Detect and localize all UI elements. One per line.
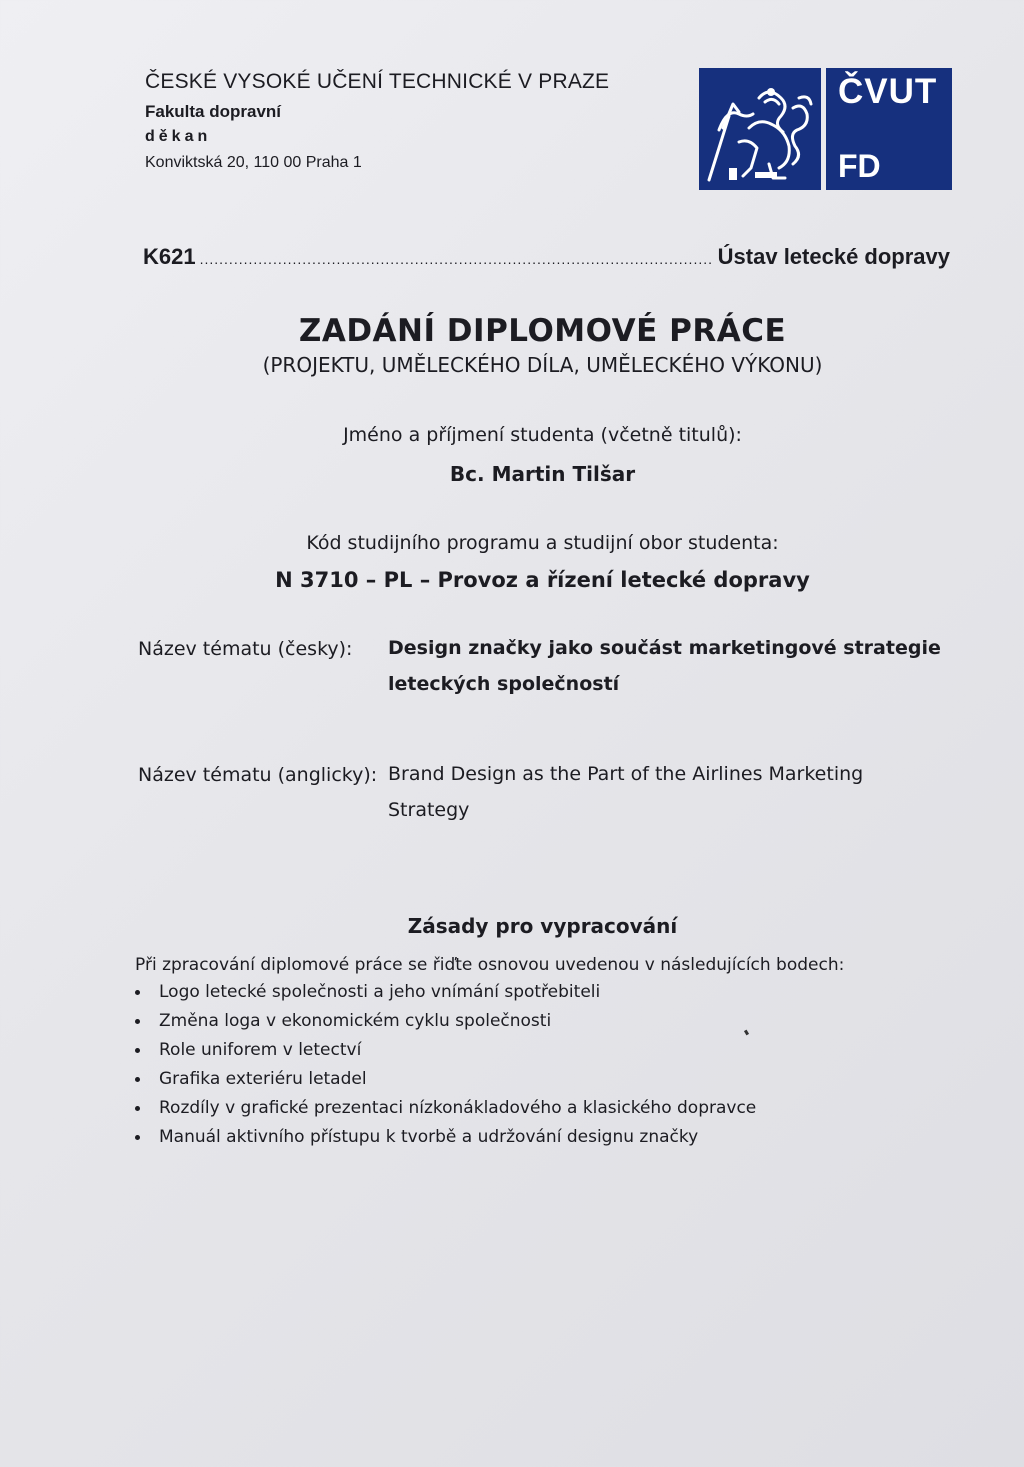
department-code: K621: [143, 244, 196, 269]
list-item: Změna loga v ekonomickém cyklu společnosti: [135, 1007, 756, 1036]
document-subtitle: (PROJEKTU, UMĚLECKÉHO DÍLA, UMĚLECKÉHO VÝKONU): [262, 353, 823, 377]
principles-list: [135, 978, 756, 1152]
document-title: ZADÁNÍ DIPLOMOVÉ PRÁCE: [298, 313, 787, 349]
student-name: Bc. Martin Tilšar: [449, 462, 636, 486]
topic-czech-value: [388, 630, 948, 702]
dean-label: děkan: [145, 128, 212, 145]
bullet-icon: [135, 1077, 140, 1082]
list-item: Grafika exteriéru letadel: [135, 1065, 756, 1094]
program-label: Kód studijního programu a studijní obor studenta:: [306, 532, 779, 554]
list-item: Rozdíly v grafické prezentaci nízkonákladového a klasického dopravce: [135, 1094, 756, 1123]
logo-cvut-text: ČVUT: [838, 72, 938, 111]
topic-czech-line-2: leteckých společností: [388, 673, 620, 695]
topic-english-row: [138, 763, 864, 821]
student-name-label: Jméno a příjmení studenta (včetně titulů):: [343, 424, 742, 446]
program-value: N 3710 – PL – Provoz a řízení letecké dopravy: [275, 568, 810, 592]
faculty-name: Fakulta dopravní: [145, 102, 282, 121]
topic-english-label: Název tématu (anglicky):: [138, 764, 378, 786]
department-line: [143, 244, 950, 270]
bullet-icon: [135, 1048, 140, 1053]
topic-czech-line-1: Design značky jako součást marketingové strategie: [388, 637, 941, 659]
bullet-icon: [135, 1019, 140, 1024]
topic-english-line-1: Brand Design as the Part of the Airlines Marketing: [388, 763, 864, 785]
logo-fd-text: FD: [838, 148, 881, 184]
faculty-address: Konviktská 20, 110 00 Praha 1: [145, 154, 362, 171]
principles-intro: Při zpracování diplomové práce se řiďte osnovou uvedenou v následujících bodech:: [135, 955, 845, 975]
topic-czech-row: [138, 637, 941, 695]
topic-czech-label: Název tématu (česky):: [138, 638, 353, 660]
list-item: Logo letecké společnosti a jeho vnímání spotřebiteli: [135, 978, 756, 1007]
department-name: Ústav letecké dopravy: [717, 244, 950, 269]
logo-text-block: [826, 68, 952, 190]
bullet-icon: [135, 1106, 140, 1111]
cvut-fd-logo: [699, 68, 952, 190]
bullet-icon: [135, 1135, 140, 1140]
list-item: Manuál aktivního přístupu k tvorbě a udržování designu značky: [135, 1123, 756, 1152]
university-name: ČESKÉ VYSOKÉ UČENÍ TECHNICKÉ V PRAZE: [145, 70, 610, 93]
letterhead: [145, 70, 609, 172]
lion-emblem-icon: [699, 68, 821, 190]
list-item: Role uniforem v letectví: [135, 1036, 756, 1065]
principles-heading: Zásady pro vypracování: [407, 914, 678, 938]
bullet-icon: [135, 990, 140, 995]
topic-english-value: [388, 756, 948, 828]
dotted-leader: [200, 251, 714, 267]
topic-english-line-2: Strategy: [388, 799, 470, 821]
